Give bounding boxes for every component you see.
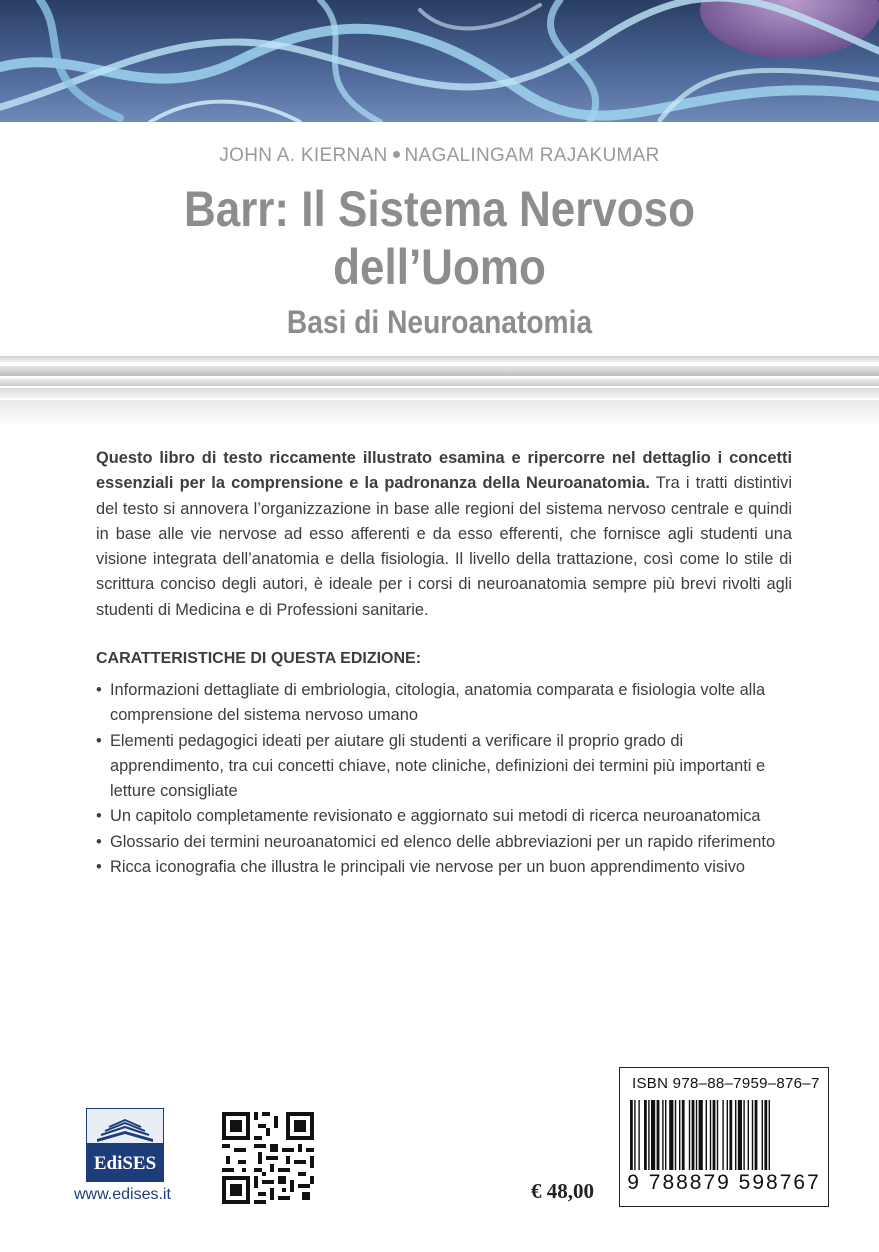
feature-text: Un capitolo completamente revisionato e aggiornato sui metodi di ricerca neuroanatomica <box>110 807 761 826</box>
author-2: NAGALINGAM RAJAKUMAR <box>404 145 660 166</box>
feature-text: Ricca iconografia che illustra le principali vie nervose per un buon apprendimento visivo <box>110 858 746 877</box>
book-title <box>53 180 827 296</box>
features-list <box>96 678 792 880</box>
feature-item <box>96 804 792 829</box>
book-stack-icon <box>87 1109 163 1147</box>
bullet-icon: • <box>96 807 102 826</box>
publisher-logo <box>86 1108 164 1182</box>
bullet-icon: • <box>96 681 102 699</box>
page-edges-decoration <box>0 356 879 426</box>
book-title-line-1: Barr: Il Sistema Nervoso <box>183 181 696 237</box>
publisher-url[interactable]: www.edises.it <box>74 1186 171 1203</box>
isbn-barcode-box <box>619 1067 829 1207</box>
neuron-banner-image <box>0 0 879 122</box>
feature-text: Glossario dei termini neuroanatomici ed elenco delle abbreviazioni per un rapido riferimento <box>110 832 776 851</box>
features-heading: CARATTERISTICHE DI QUESTA EDIZIONE: <box>96 650 422 667</box>
feature-item <box>96 830 792 855</box>
feature-item <box>96 855 792 880</box>
book-description <box>96 446 792 623</box>
isbn-label: ISBN 978–88–7959–876–7 <box>632 1075 820 1092</box>
qr-code[interactable] <box>218 1108 318 1208</box>
book-title-line-2: dell’Uomo <box>333 239 546 295</box>
bullet-icon: • <box>96 858 102 877</box>
description-body: Tra i tratti distintivi del testo si annovera l’organizzazione in base alle regioni del sistema nervoso centrale e quindi in base alle vie nervose ad esso afferenti e da esso efferenti, che fornisce agli studenti una visione integrata dell’anatomia e della fisiologia. Il livello della trattazione, così come lo stile di scrittura conciso degli autori, è ideale per i corsi di neuroanatomia sempre più brevi rivolti agli studenti di Medicina e di Professioni sanitarie. <box>96 474 792 619</box>
feature-item <box>96 729 792 805</box>
publisher-name: EdiSES <box>93 1153 157 1174</box>
description-lead: Questo libro di testo riccamente illustrato esamina e ripercorre nel dettaglio i concetti essenziali per la comprensione e la padronanza della Neuroanatomia. <box>96 449 792 493</box>
author-1: JOHN A. KIERNAN <box>219 145 388 166</box>
book-subtitle: Basi di Neuroanatomia <box>286 304 593 340</box>
feature-item <box>96 678 792 729</box>
bullet-icon: • <box>96 832 102 851</box>
bullet-icon: • <box>96 731 102 750</box>
feature-text: Informazioni dettagliate di embriologia, citologia, anatomia comparata e fisiologia volte alla comprensione del sistema nervoso umano <box>110 681 766 725</box>
separator-dot-icon <box>393 151 400 158</box>
neuron-illustration <box>0 0 879 122</box>
barcode-number: 9 788879 598767 <box>627 1171 821 1194</box>
barcode-icon <box>630 1100 818 1170</box>
price: € 48,00 <box>531 1179 594 1203</box>
feature-text: Elementi pedagogici ideati per aiutare gli studenti a verificare il proprio grado di apprendimento, tra cui concetti chiave, note cliniche, definizioni dei termini più importanti e letture consigliate <box>110 731 766 801</box>
authors-line <box>0 145 879 167</box>
